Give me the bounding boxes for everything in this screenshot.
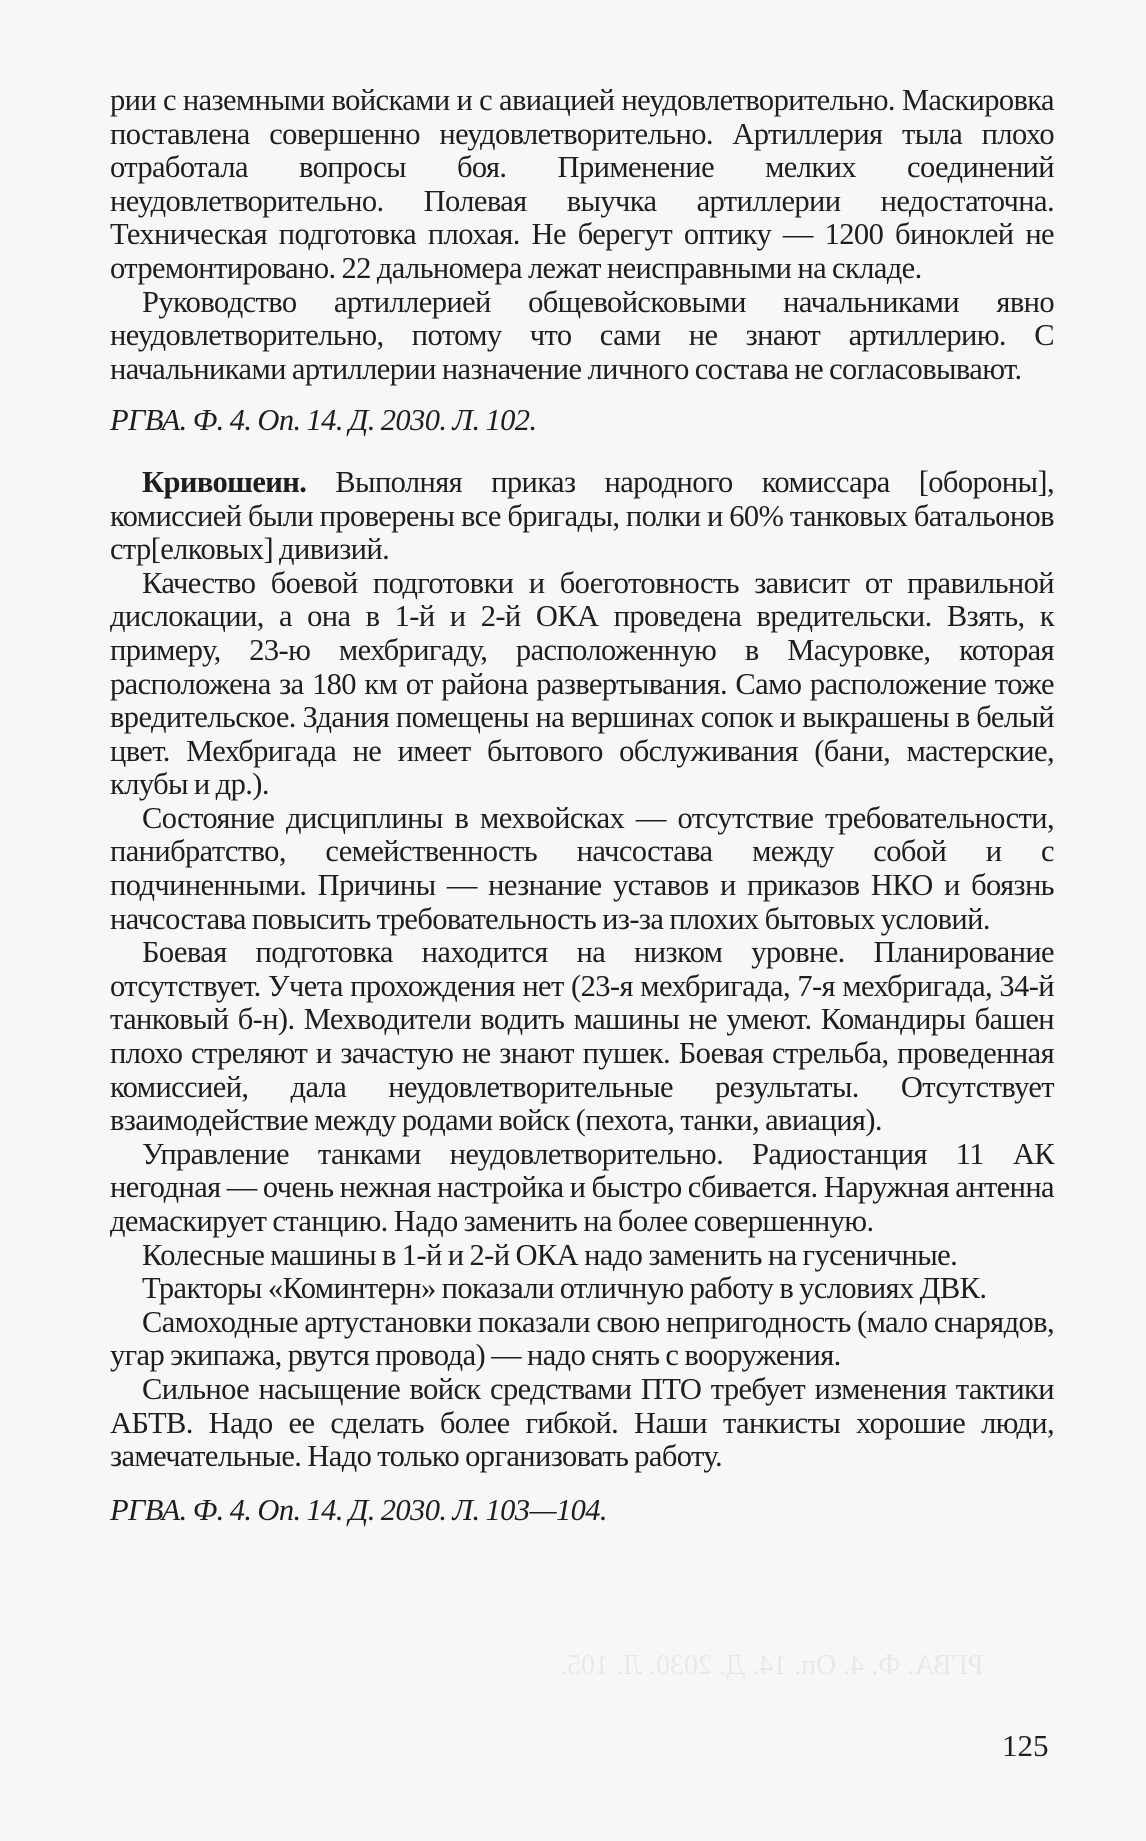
paragraph: Качество боевой подготовки и боеготовность зависит от правильной дислокации, а она в 1-й и 2-й ОКА проведена вредительски. Взять, к примеру, 23-ю мехбригаду, расположенную в Масуровке, которая расположена за 180 км от района развертывания. Само расположение тоже вредительское. Здания помещены на вершинах сопок и выкрашены в белый цвет. Мехбригада не имеет бытового обслуживания (бани, мастерские, клубы и др.). — [110, 565, 1054, 802]
paragraph: Состояние дисциплины в мехвойсках — отсутствие требовательности, панибратство, семейственность начсостава между собой и с подчиненными. Причины — незнание уставов и приказов НКО и боязнь начсостава повысить требовательность из-за плохих бытовых условий. — [110, 800, 1054, 936]
paragraph-continuation: рии с наземными войсками и с авиацией неудовлетворительно. Маскировка поставлена совершенно неудовлетворительно. Артиллерия тыла плохо отработала вопросы боя. Применение мелких соединений неудовлетворительно. Полевая выучка артиллерии недостаточна. Техническая подготовка плохая. Не берегут оптику — 1200 биноклей не отремонтировано. 22 дальномера лежат неисправными на складе. — [110, 83, 1054, 285]
speaker-paragraph — [110, 466, 1054, 567]
archive-source-citation: РГВА. Ф. 4. Оп. 14. Д. 2030. Л. 103—104. — [110, 1492, 607, 1527]
show-through-text: РГВА. Ф. 4. Оп. 14. Д. 2030. Л. 105. — [560, 1650, 984, 1681]
speaker-name: Кривошеин. — [142, 464, 307, 499]
speaker-text: Выполняя приказ народного комиссара [обороны], комиссией были проверены все бригады, полки и 60% танковых батальонов стр[елковых] дивизий. — [110, 464, 1054, 567]
archive-source-citation: РГВА. Ф. 4. Оп. 14. Д. 2030. Л. 102. — [110, 403, 537, 438]
paragraph: Тракторы «Коминтерн» показали отличную работу в условиях ДВК. — [142, 1271, 987, 1306]
paragraph: Сильное насыщение войск средствами ПТО требует изменения тактики АБТВ. Надо ее сделать более гибкой. Наши танкисты хорошие люди, замечательные. Надо только организовать работу. — [110, 1371, 1054, 1474]
paragraph: Руководство артиллерией общевойсковыми начальниками явно неудовлетворительно, потому что сами не знают артиллерию. С начальниками артиллерии назначение личного состава не согласовывают. — [110, 284, 1054, 386]
paragraph: Боевая подготовка находится на низком уровне. Планирование отсутствует. Учета прохождения нет (23-я мехбригада, 7-я мехбригада, 34-й танковый б-н). Мехводители водить машины не умеют. Командиры башен плохо стреляют и зачастую не знают пушек. Боевая стрельба, проведенная комиссией, дала неудовлетворительные результаты. Отсутствует взаимодействие между родами войск (пехота, танки, авиация). — [110, 935, 1054, 1138]
paragraph: Самоходные артустановки показали свою непригодность (мало снарядов, угар экипажа, рвутся провода) — надо снять с вооружения. — [110, 1304, 1054, 1373]
paragraph: Колесные машины в 1-й и 2-й ОКА надо заменить на гусеничные. — [142, 1237, 958, 1272]
paragraph: Управление танками неудовлетворительно. Радиостанция 11 АК негодная — очень нежная настройка и быстро сбивается. Наружная антенна демаскирует станцию. Надо заменить на более совершенную. — [110, 1136, 1054, 1238]
document-page — [110, 84, 1054, 1555]
page-number: 125 — [1002, 1728, 1049, 1763]
